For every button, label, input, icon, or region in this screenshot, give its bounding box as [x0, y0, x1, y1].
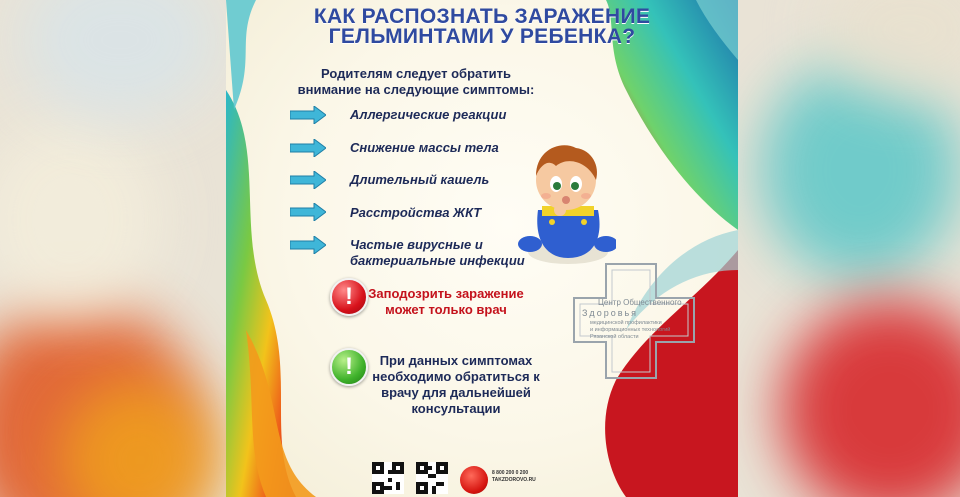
advice-line4: консультации: [411, 401, 501, 416]
poster-title-line2: ГЕЛЬМИНТАМИ У РЕБЕНКА?: [328, 25, 636, 48]
warning-line1: Заподозрить заражение: [368, 286, 524, 301]
warning-line2: может только врач: [385, 302, 507, 317]
logo-line4: и информационных технологий: [590, 327, 671, 333]
poster: [226, 0, 738, 497]
takzdorovo-logo: [460, 466, 488, 494]
footer-phone: 8 800 200 0 200: [492, 470, 529, 476]
qr-code[interactable]: [416, 462, 448, 494]
symptom-1: Аллергические реакции: [350, 107, 507, 122]
footer-site: TAKZDOROVO.RU: [492, 477, 536, 483]
warning-badge: [330, 278, 368, 316]
symptom-4: Расстройства ЖКТ: [350, 205, 482, 220]
intro-line1: Родителям следует обратить: [321, 66, 511, 81]
arrow-right-icon: [290, 106, 326, 124]
qr-code[interactable]: [372, 462, 404, 494]
intro-line2: внимание на следующие симптомы:: [297, 82, 535, 97]
symptom-5-line1: Частые вирусные и: [350, 237, 483, 252]
arrow-right-icon: [290, 203, 326, 221]
logo-line2: Здоровья: [582, 308, 639, 318]
arrow-right-icon: [290, 236, 326, 254]
advice-line3: врачу для дальнейшей: [381, 385, 531, 400]
symptom-3: Длительный кашель: [350, 172, 490, 187]
poster-title-line1: КАК РАСПОЗНАТЬ ЗАРАЖЕНИЕ: [313, 5, 651, 28]
symptom-5-line2: бактериальные инфекции: [350, 253, 525, 268]
symptom-2: Снижение массы тела: [350, 140, 499, 155]
child-illustration: [516, 140, 616, 270]
arrow-right-icon: [290, 139, 326, 157]
logo-line5: Рязанской области: [590, 334, 639, 340]
logo-line3: медицинской профилактики: [590, 320, 662, 326]
advice-line1: При данных симптомах: [379, 353, 533, 368]
footer-contacts: [492, 470, 536, 484]
health-center-logo: [572, 262, 696, 380]
exclamation-icon: !: [345, 283, 353, 310]
advice-line2: необходимо обратиться к: [372, 369, 540, 384]
logo-line1: Центр Общественного: [598, 298, 682, 307]
arrow-right-icon: [290, 171, 326, 189]
exclamation-icon: !: [345, 353, 353, 380]
advice-badge: [330, 348, 368, 386]
